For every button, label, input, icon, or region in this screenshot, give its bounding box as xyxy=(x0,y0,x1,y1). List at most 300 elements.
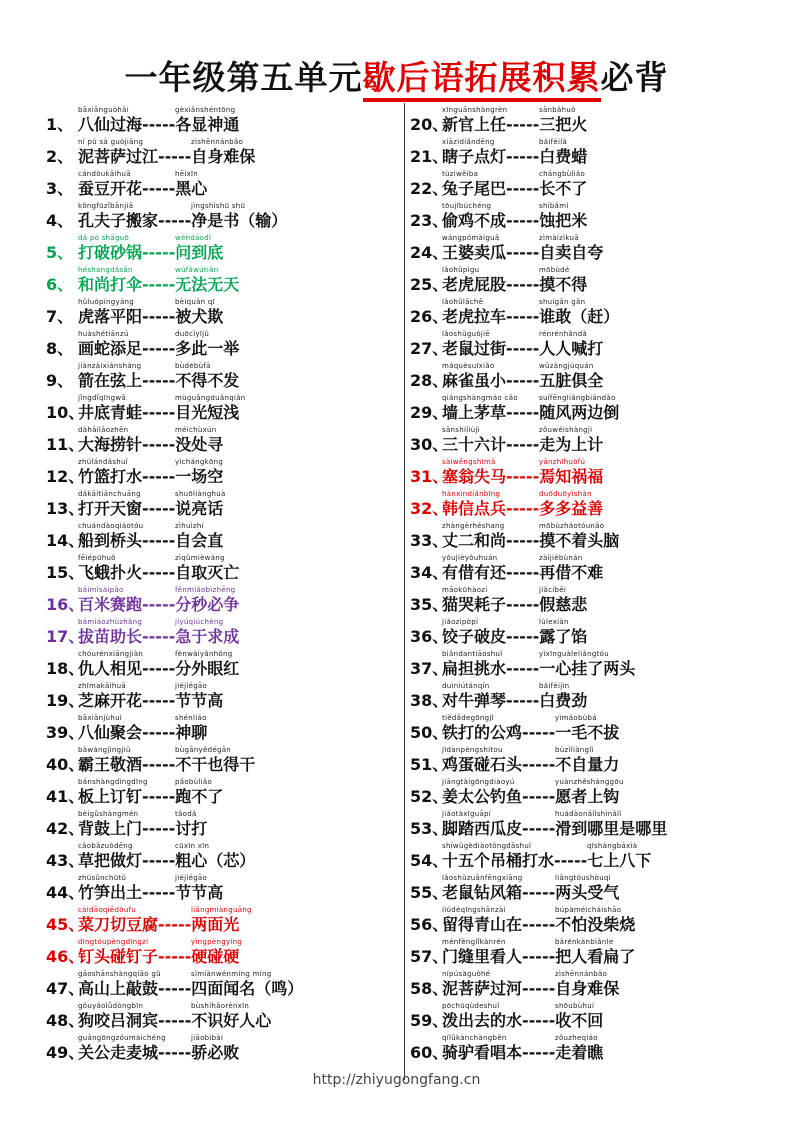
dash-separator: ----- xyxy=(142,307,176,326)
list-item xyxy=(410,167,760,199)
saying-first-part: 王婆卖瓜 xyxy=(442,243,507,262)
list-item xyxy=(410,871,760,903)
saying-second-part: 两头受气 xyxy=(555,883,620,902)
pinyin-first: tōujībùchéng xyxy=(442,202,492,210)
item-number: 8、 xyxy=(46,339,74,358)
dash-separator: ----- xyxy=(506,179,540,198)
item-number: 38、 xyxy=(410,691,449,710)
saying-second-part: 随风两边倒 xyxy=(539,403,620,422)
pinyin-first: tiědǎdegōngjī xyxy=(442,714,494,722)
pinyin-first: hǔluòpíngyáng xyxy=(78,298,135,306)
pinyin-first: bāxiānjùhuì xyxy=(78,714,123,722)
list-item xyxy=(410,1031,760,1063)
pinyin-second: jíyúqiúchéng xyxy=(175,618,224,626)
pinyin-first: duìniútánqín xyxy=(442,682,490,690)
saying-line xyxy=(46,947,239,967)
saying-line xyxy=(46,691,223,711)
saying-second-part: 不得不发 xyxy=(175,371,240,390)
pinyin-first: liúdéqīngshānzài xyxy=(442,906,506,914)
list-item xyxy=(46,839,404,871)
saying-first-part: 老虎拉车 xyxy=(442,307,507,326)
saying-first-part: 新官上任 xyxy=(442,115,507,134)
dash-separator: ----- xyxy=(522,787,556,806)
saying-second-part: 各显神通 xyxy=(175,115,240,134)
list-item xyxy=(410,679,760,711)
dash-separator: ----- xyxy=(142,595,176,614)
pinyin-first: kǒngfūzǐbānjiā xyxy=(78,202,134,210)
saying-line xyxy=(410,243,603,263)
saying-first-part: 扁担挑水 xyxy=(442,659,507,678)
list-item xyxy=(46,519,404,551)
list-item xyxy=(410,263,760,295)
dash-separator: ----- xyxy=(506,659,540,678)
dash-separator: ----- xyxy=(158,947,192,966)
pinyin-first: bèigǔshàngmén xyxy=(78,810,139,818)
saying-line xyxy=(46,275,239,295)
pinyin-second: báifèijìn xyxy=(539,682,570,690)
pinyin-first: chuándàoqiáotóu xyxy=(78,522,144,530)
saying-second-part: 白费蜡 xyxy=(539,147,588,166)
item-number: 29、 xyxy=(410,403,449,422)
saying-first-part: 大海捞针 xyxy=(78,435,143,454)
saying-first-part: 老鼠过街 xyxy=(442,339,507,358)
pinyin-first: sàiwēngshīmǎ xyxy=(442,458,496,466)
saying-line xyxy=(410,595,587,615)
saying-first-part: 飞蛾扑火 xyxy=(78,563,143,582)
saying-first-part: 蚕豆开花 xyxy=(78,179,143,198)
pinyin-first: lǎoshǔzuānfēngxiāng xyxy=(442,874,523,882)
list-item xyxy=(46,999,404,1031)
dash-separator: ----- xyxy=(142,659,176,678)
item-number: 51、 xyxy=(410,755,449,774)
list-item xyxy=(46,615,404,647)
pinyin-second: liǎngtóushòuqì xyxy=(555,874,611,882)
saying-second-part: 白费劲 xyxy=(539,691,588,710)
list-item xyxy=(46,871,404,903)
pinyin-first: hánxìndiǎnbīng xyxy=(442,490,501,498)
saying-line xyxy=(410,435,603,455)
pinyin-first: xīnguānshàngrèn xyxy=(442,106,508,114)
pinyin-first: guāngōngzǒumàichéng xyxy=(78,1034,166,1042)
dash-separator: ----- xyxy=(506,307,540,326)
saying-line xyxy=(410,627,587,647)
saying-second-part: 五脏俱全 xyxy=(539,371,604,390)
list-item xyxy=(410,583,760,615)
pinyin-second: duōcǐyījǔ xyxy=(175,330,210,338)
pinyin-second: chángbùliǎo xyxy=(539,170,586,178)
saying-first-part: 兔子尾巴 xyxy=(442,179,507,198)
saying-second-part: 自卖自夸 xyxy=(539,243,604,262)
dash-separator: ----- xyxy=(142,435,176,454)
pinyin-second: gèxiǎnshéntōng xyxy=(175,106,236,114)
pinyin-second: bǎrénkànbiǎnle xyxy=(555,938,614,946)
saying-first-part: 百米赛跑 xyxy=(78,595,143,614)
item-number: 2、 xyxy=(46,147,74,166)
pinyin-second: bùshíhǎorénxīn xyxy=(191,1002,250,1010)
title-highlight: 歇后语拓展积累 xyxy=(363,58,601,102)
saying-line xyxy=(410,979,619,999)
saying-second-part: 自身难保 xyxy=(555,979,620,998)
saying-first-part: 板上订钉 xyxy=(78,787,143,806)
saying-first-part: 八仙过海 xyxy=(78,115,143,134)
item-number: 34、 xyxy=(410,563,449,582)
item-number: 57、 xyxy=(410,947,449,966)
saying-second-part: 节节高 xyxy=(175,691,224,710)
pinyin-first: cándòukāihuā xyxy=(78,170,131,178)
item-number: 5、 xyxy=(46,243,74,262)
saying-line xyxy=(410,339,603,359)
item-number: 27、 xyxy=(410,339,449,358)
pinyin-second: bùgānyědégān xyxy=(175,746,232,754)
item-number: 4、 xyxy=(46,211,74,230)
item-number: 3、 xyxy=(46,179,74,198)
pinyin-first: jǐngdǐqīngwā xyxy=(78,394,127,402)
saying-line xyxy=(410,147,587,167)
saying-second-part: 净是书（输） xyxy=(191,211,288,230)
pinyin-second: duōduōyìshàn xyxy=(539,490,592,498)
pinyin-first: máquèsuīxiǎo xyxy=(442,362,495,370)
saying-line xyxy=(46,723,207,743)
pinyin-second: yìxīnguàleliǎngtóu xyxy=(539,650,609,658)
saying-second-part: 不自量力 xyxy=(555,755,620,774)
pinyin-first: lǎohǔlāchē xyxy=(442,298,484,306)
pinyin-second: yìmáobùbá xyxy=(555,714,597,722)
list-item xyxy=(410,967,760,999)
item-number: 43、 xyxy=(46,851,85,870)
pinyin-second: jiéjiégāo xyxy=(175,874,208,882)
saying-second-part: 被犬欺 xyxy=(175,307,224,326)
saying-first-part: 井底青蛙 xyxy=(78,403,143,422)
list-item xyxy=(46,455,404,487)
saying-second-part: 自取灭亡 xyxy=(175,563,240,582)
item-number: 25、 xyxy=(410,275,449,294)
saying-second-part: 硬碰硬 xyxy=(191,947,240,966)
saying-second-part: 神聊 xyxy=(175,723,208,742)
dash-separator: ----- xyxy=(142,531,176,550)
item-number: 60、 xyxy=(410,1043,449,1062)
list-item xyxy=(46,423,404,455)
saying-line xyxy=(410,499,603,519)
saying-first-part: 老虎屁股 xyxy=(442,275,507,294)
saying-line xyxy=(46,467,223,487)
saying-second-part: 走着瞧 xyxy=(555,1043,604,1062)
pinyin-first: zhúlándǎshuǐ xyxy=(78,458,129,466)
saying-line xyxy=(46,563,239,583)
dash-separator: ----- xyxy=(554,851,588,870)
dash-separator: ----- xyxy=(142,179,176,198)
item-number: 22、 xyxy=(410,179,449,198)
saying-second-part: 讨打 xyxy=(175,819,208,838)
saying-second-part: 一心挂了两头 xyxy=(539,659,636,678)
list-item xyxy=(46,807,404,839)
pinyin-second: yuànzhěshànggōu xyxy=(555,778,624,786)
dash-separator: ----- xyxy=(506,275,540,294)
item-number: 16、 xyxy=(46,595,85,614)
saying-first-part: 麻雀虽小 xyxy=(442,371,507,390)
saying-second-part: 四面闻名（鸣） xyxy=(191,979,304,998)
saying-line xyxy=(410,691,587,711)
pinyin-first: nípúsàguòhé xyxy=(442,970,491,978)
item-number: 46、 xyxy=(46,947,85,966)
saying-line xyxy=(410,723,619,743)
list-item xyxy=(46,967,404,999)
pinyin-second: fēnmiǎobìzhēng xyxy=(175,586,236,594)
saying-second-part: 目光短浅 xyxy=(175,403,240,422)
saying-first-part: 丈二和尚 xyxy=(442,531,507,550)
dash-separator: ----- xyxy=(158,915,192,934)
pinyin-first: jiāngtàigōngdiàoyú xyxy=(442,778,515,786)
saying-first-part: 竹篮打水 xyxy=(78,467,143,486)
saying-first-part: 留得青山在 xyxy=(442,915,523,934)
saying-line xyxy=(410,915,635,935)
saying-line xyxy=(410,307,619,327)
pinyin-second: shuōliànghuà xyxy=(175,490,226,498)
dash-separator: ----- xyxy=(506,467,540,486)
saying-first-part: 和尚打伞 xyxy=(78,275,143,294)
saying-line xyxy=(46,787,223,807)
item-number: 55、 xyxy=(410,883,449,902)
dash-separator: ----- xyxy=(142,275,176,294)
dash-separator: ----- xyxy=(158,1011,192,1030)
pinyin-first: jiànzàixiánshàng xyxy=(78,362,142,370)
saying-second-part: 愿者上钩 xyxy=(555,787,620,806)
list-item xyxy=(410,295,760,327)
item-number: 48、 xyxy=(46,1011,85,1030)
pinyin-first: dīngtóupèngdīngzi xyxy=(78,938,149,946)
pinyin-second: tǎodǎ xyxy=(175,810,197,818)
dash-separator: ----- xyxy=(522,819,556,838)
list-item xyxy=(410,359,760,391)
saying-first-part: 骑驴看唱本 xyxy=(442,1043,523,1062)
saying-first-part: 孔夫子搬家 xyxy=(78,211,159,230)
item-number: 47、 xyxy=(46,979,85,998)
saying-first-part: 仇人相见 xyxy=(78,659,143,678)
list-item xyxy=(410,135,760,167)
saying-first-part: 虎落平阳 xyxy=(78,307,143,326)
item-number: 54、 xyxy=(410,851,449,870)
saying-line xyxy=(410,403,619,423)
dash-separator: ----- xyxy=(522,947,556,966)
saying-second-part: 谁敢（赶） xyxy=(539,307,620,326)
saying-second-part: 分外眼红 xyxy=(175,659,240,678)
list-item xyxy=(410,519,760,551)
list-item xyxy=(46,775,404,807)
item-number: 9、 xyxy=(46,371,74,390)
list-item xyxy=(46,935,404,967)
pinyin-second: zìshēnnánbǎo xyxy=(191,138,244,146)
pinyin-second: suífēngliǎngbiāndǎo xyxy=(539,394,616,402)
saying-second-part: 七上八下 xyxy=(587,851,652,870)
pinyin-first: xiāzidiǎndēng xyxy=(442,138,495,146)
dash-separator: ----- xyxy=(158,979,192,998)
item-number: 17、 xyxy=(46,627,85,646)
saying-first-part: 泥菩萨过江 xyxy=(78,147,159,166)
saying-first-part: 竹笋出土 xyxy=(78,883,143,902)
dash-separator: ----- xyxy=(522,979,556,998)
saying-first-part: 箭在弦上 xyxy=(78,371,143,390)
saying-second-part: 走为上计 xyxy=(539,435,604,454)
saying-line xyxy=(410,211,587,231)
pinyin-first: wángpómàiguā xyxy=(442,234,500,242)
list-item xyxy=(410,199,760,231)
dash-separator: ----- xyxy=(142,499,176,518)
saying-line xyxy=(46,659,239,679)
pinyin-first: dǎ pò shāguō xyxy=(78,234,130,242)
item-number: 11、 xyxy=(46,435,85,454)
item-number: 40、 xyxy=(46,755,85,774)
saying-line xyxy=(46,435,223,455)
saying-line xyxy=(410,659,635,679)
pinyin-second: yānzhīhuòfú xyxy=(539,458,586,466)
dash-separator: ----- xyxy=(506,243,540,262)
saying-first-part: 打开天窗 xyxy=(78,499,143,518)
item-number: 28、 xyxy=(410,371,449,390)
saying-second-part: 黑心 xyxy=(175,179,208,198)
list-item xyxy=(410,807,760,839)
saying-second-part: 三把火 xyxy=(539,115,588,134)
dash-separator: ----- xyxy=(506,691,540,710)
item-number: 42、 xyxy=(46,819,85,838)
pinyin-second: jiāobìbài xyxy=(191,1034,224,1042)
saying-second-part: 人人喊打 xyxy=(539,339,604,358)
saying-line xyxy=(46,179,207,199)
list-item xyxy=(410,487,760,519)
list-item xyxy=(410,935,760,967)
pinyin-first: sānshíliùjì xyxy=(442,426,480,434)
pinyin-second: sìmiànwénmíng míng xyxy=(191,970,272,978)
item-number: 7、 xyxy=(46,307,74,326)
list-item xyxy=(46,135,404,167)
pinyin-first: tùziwěiba xyxy=(442,170,479,178)
saying-first-part: 背鼓上门 xyxy=(78,819,143,838)
item-number: 21、 xyxy=(410,147,449,166)
pinyin-second: wèndàodǐ xyxy=(175,234,212,242)
list-item xyxy=(410,391,760,423)
pinyin-first: fēiépūhuǒ xyxy=(78,554,116,562)
saying-second-part: 不识好人心 xyxy=(191,1011,272,1030)
saying-second-part: 无法无天 xyxy=(175,275,240,294)
pinyin-second: wúfǎwútiān xyxy=(175,266,219,274)
saying-line xyxy=(46,979,303,999)
list-item xyxy=(410,743,760,775)
dash-separator: ----- xyxy=(506,339,540,358)
pinyin-second: zìmàizìkuā xyxy=(539,234,579,242)
dash-separator: ----- xyxy=(142,755,176,774)
pinyin-second: yìchángkōng xyxy=(175,458,224,466)
dash-separator: ----- xyxy=(506,371,540,390)
item-number: 15、 xyxy=(46,563,85,582)
dash-separator: ----- xyxy=(142,339,176,358)
item-number: 44、 xyxy=(46,883,85,902)
saying-first-part: 老鼠钻风箱 xyxy=(442,883,523,902)
pinyin-second: wǔzàngjùquán xyxy=(539,362,594,370)
pinyin-second: fènwàiyǎnhóng xyxy=(175,650,233,658)
pinyin-first: ní pú sà guòjiāng xyxy=(78,138,144,146)
pinyin-first: jīdànpèngshítou xyxy=(442,746,503,754)
saying-line xyxy=(410,755,619,775)
saying-second-part: 粗心（芯） xyxy=(175,851,256,870)
saying-second-part: 自会直 xyxy=(175,531,224,550)
saying-second-part: 自身难保 xyxy=(191,147,256,166)
saying-second-part: 急于求成 xyxy=(175,627,240,646)
saying-line xyxy=(46,627,239,647)
item-number: 39、 xyxy=(46,723,85,742)
item-number: 53、 xyxy=(410,819,449,838)
saying-first-part: 塞翁失马 xyxy=(442,467,507,486)
saying-second-part: 滑到哪里是哪里 xyxy=(555,819,668,838)
pinyin-second: zìqǔmièwáng xyxy=(175,554,225,562)
pinyin-first: yǒujièyǒuhuán xyxy=(442,554,498,562)
item-number: 36、 xyxy=(410,627,449,646)
pinyin-second: pǎobùliǎo xyxy=(175,778,213,786)
right-column xyxy=(410,103,760,1063)
dash-separator: ----- xyxy=(506,499,540,518)
saying-second-part: 没处寻 xyxy=(175,435,224,454)
saying-second-part: 问到底 xyxy=(175,243,224,262)
item-number: 6、 xyxy=(46,275,74,294)
saying-first-part: 偷鸡不成 xyxy=(442,211,507,230)
pinyin-first: gǒuyǎolǚdòngbīn xyxy=(78,1002,144,1010)
saying-line xyxy=(410,467,603,487)
saying-second-part: 跑不了 xyxy=(175,787,224,806)
list-item xyxy=(46,263,404,295)
footer-url[interactable]: http://zhiyugongfang.cn xyxy=(312,1072,481,1088)
pinyin-first: chóurénxiāngjiàn xyxy=(78,650,144,658)
item-number: 18、 xyxy=(46,659,85,678)
pinyin-first: lǎohǔpìgu xyxy=(442,266,480,274)
saying-line xyxy=(46,531,223,551)
pinyin-first: jiǎozipòpí xyxy=(442,618,479,626)
dash-separator: ----- xyxy=(522,915,556,934)
pinyin-second: shénliáo xyxy=(175,714,207,722)
pinyin-first: qílǘkànchàngběn xyxy=(442,1034,507,1042)
list-item xyxy=(46,551,404,583)
dash-separator: ----- xyxy=(142,115,176,134)
pinyin-first: jiǎotàxīguāpí xyxy=(442,810,492,818)
dash-separator: ----- xyxy=(522,883,556,902)
dash-separator: ----- xyxy=(506,211,540,230)
dash-separator: ----- xyxy=(158,147,192,166)
pinyin-second: búpàméicháishāo xyxy=(555,906,622,914)
saying-first-part: 钉头碰钉子 xyxy=(78,947,159,966)
saying-line xyxy=(46,915,239,935)
pinyin-second: mōbùdé xyxy=(539,266,570,274)
pinyin-first: gāoshānshàngqiāo gǔ xyxy=(78,970,161,978)
saying-second-part: 蚀把米 xyxy=(539,211,588,230)
item-number: 59、 xyxy=(410,1011,449,1030)
pinyin-second: shíbǎmǐ xyxy=(539,202,569,210)
list-item xyxy=(46,647,404,679)
list-item xyxy=(46,327,404,359)
dash-separator: ----- xyxy=(142,467,176,486)
list-item xyxy=(46,743,404,775)
pinyin-second: yìngpèngyìng xyxy=(191,938,243,946)
pinyin-first: bámiáozhùzhǎng xyxy=(78,618,143,626)
dash-separator: ----- xyxy=(142,627,176,646)
pinyin-second: búzìliànglì xyxy=(555,746,594,754)
pinyin-second: shuígǎn gǎn xyxy=(539,298,586,306)
dash-separator: ----- xyxy=(506,403,540,422)
item-number: 24、 xyxy=(410,243,449,262)
pinyin-second: cūxīn xīn xyxy=(175,842,210,850)
pinyin-first: ménfènglǐkànrén xyxy=(442,938,506,946)
dash-separator: ----- xyxy=(158,1043,192,1062)
item-number: 19、 xyxy=(46,691,85,710)
pinyin-first: bāxiānguòhǎi xyxy=(78,106,129,114)
pinyin-second: zǒuzheqiáo xyxy=(555,1034,598,1042)
pinyin-first: zhīmakāihuā xyxy=(78,682,126,690)
saying-second-part: 把人看扁了 xyxy=(555,947,636,966)
